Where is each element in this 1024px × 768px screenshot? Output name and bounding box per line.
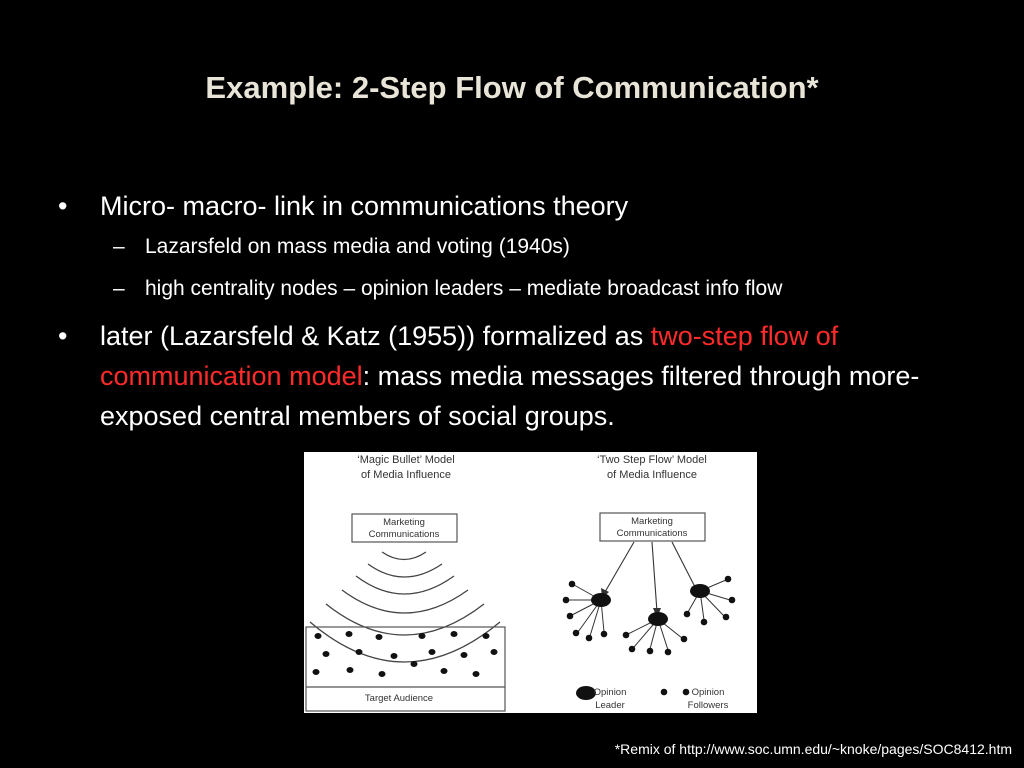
audience-dot <box>315 633 322 639</box>
audience-dot <box>491 649 498 655</box>
bullet-highlight: two-step flow of communication model <box>100 321 839 391</box>
left-box-line2: Communications <box>368 529 440 540</box>
arrow-to-leader-3 <box>672 542 695 587</box>
opinion-leader-node <box>690 584 710 598</box>
opinion-leader-node <box>648 612 668 626</box>
audience-dot <box>411 661 418 667</box>
legend-follower-line1: Opinion <box>691 687 725 698</box>
right-caption-line2: of Media Influence <box>607 469 697 481</box>
left-caption-line2: of Media Influence <box>361 469 451 481</box>
audience-dot <box>441 668 448 674</box>
audience-dot <box>419 633 426 639</box>
flow-arrows <box>605 542 695 612</box>
right-caption-line1: ‘Two Step Flow’ Model <box>597 454 707 466</box>
bullet-item-micro-macro <box>58 186 998 226</box>
legend <box>576 686 729 711</box>
bullet-text-part1: later (Lazarsfeld & Katz (1955)) formalized as <box>100 321 651 351</box>
sub-bullet-lazarsfeld <box>58 226 998 268</box>
footnote-source: *Remix of http://www.soc.umn.edu/~knoke/pages/SOC8412.htm <box>614 741 1012 757</box>
audience-dot <box>379 671 386 677</box>
bullet-item-two-step <box>58 316 998 436</box>
opinion-followers <box>563 576 736 656</box>
audience-dot <box>356 649 363 655</box>
legend-follower-marker <box>661 689 668 696</box>
legend-leader-line2: Leader <box>595 700 625 711</box>
legend-follower-marker <box>683 689 690 696</box>
legend-leader-line1: Opinion <box>593 687 627 698</box>
bullet-dot: • <box>58 191 68 221</box>
bullet-dot: • <box>58 321 68 351</box>
audience-dot <box>391 653 398 659</box>
sub-bullet-dash: – <box>113 277 125 300</box>
audience-dots <box>313 631 498 677</box>
broadcast-waves <box>310 552 500 662</box>
arrow-to-leader-1 <box>605 542 634 592</box>
audience-dot <box>429 649 436 655</box>
audience-dot <box>313 669 320 675</box>
wave-5 <box>326 604 484 635</box>
wave-1 <box>382 552 426 560</box>
wave-2 <box>368 564 442 577</box>
audience-dot <box>323 651 330 657</box>
sub-bullet-text: high centrality nodes – opinion leaders – mediate broadcast info flow <box>145 277 783 300</box>
sub-bullet-text: Lazarsfeld on mass media and voting (1940s) <box>145 235 570 258</box>
model-diagram <box>304 452 757 713</box>
sub-bullet-dash: – <box>113 235 125 258</box>
bullet-text-part2: : mass media messages filtered through more-exposed central members of social groups. <box>100 361 920 431</box>
left-box-line1: Marketing <box>383 517 425 528</box>
audience-dot <box>346 631 353 637</box>
bullet-text: Micro- macro- link in communications theory <box>100 191 629 221</box>
target-audience-label: Target Audience <box>364 693 434 704</box>
slide-title: Example: 2-Step Flow of Communication* <box>205 70 819 105</box>
bullet-list <box>58 186 998 436</box>
audience-dot <box>376 634 383 640</box>
audience-dot <box>483 633 490 639</box>
audience-dot <box>347 667 354 673</box>
left-caption-line1: ‘Magic Bullet’ Model <box>357 454 455 466</box>
arrow-to-leader-2 <box>652 542 657 612</box>
audience-dot <box>461 652 468 658</box>
right-box-line2: Communications <box>616 528 688 539</box>
model-diagram-svg <box>304 452 757 713</box>
right-box-line1: Marketing <box>631 516 673 527</box>
opinion-leader-node <box>591 593 611 607</box>
wave-6 <box>310 622 500 662</box>
audience-dot <box>473 671 480 677</box>
audience-dot <box>451 631 458 637</box>
sub-bullet-centrality <box>58 268 998 310</box>
wave-3 <box>356 576 454 594</box>
legend-follower-line2: Followers <box>687 700 729 711</box>
